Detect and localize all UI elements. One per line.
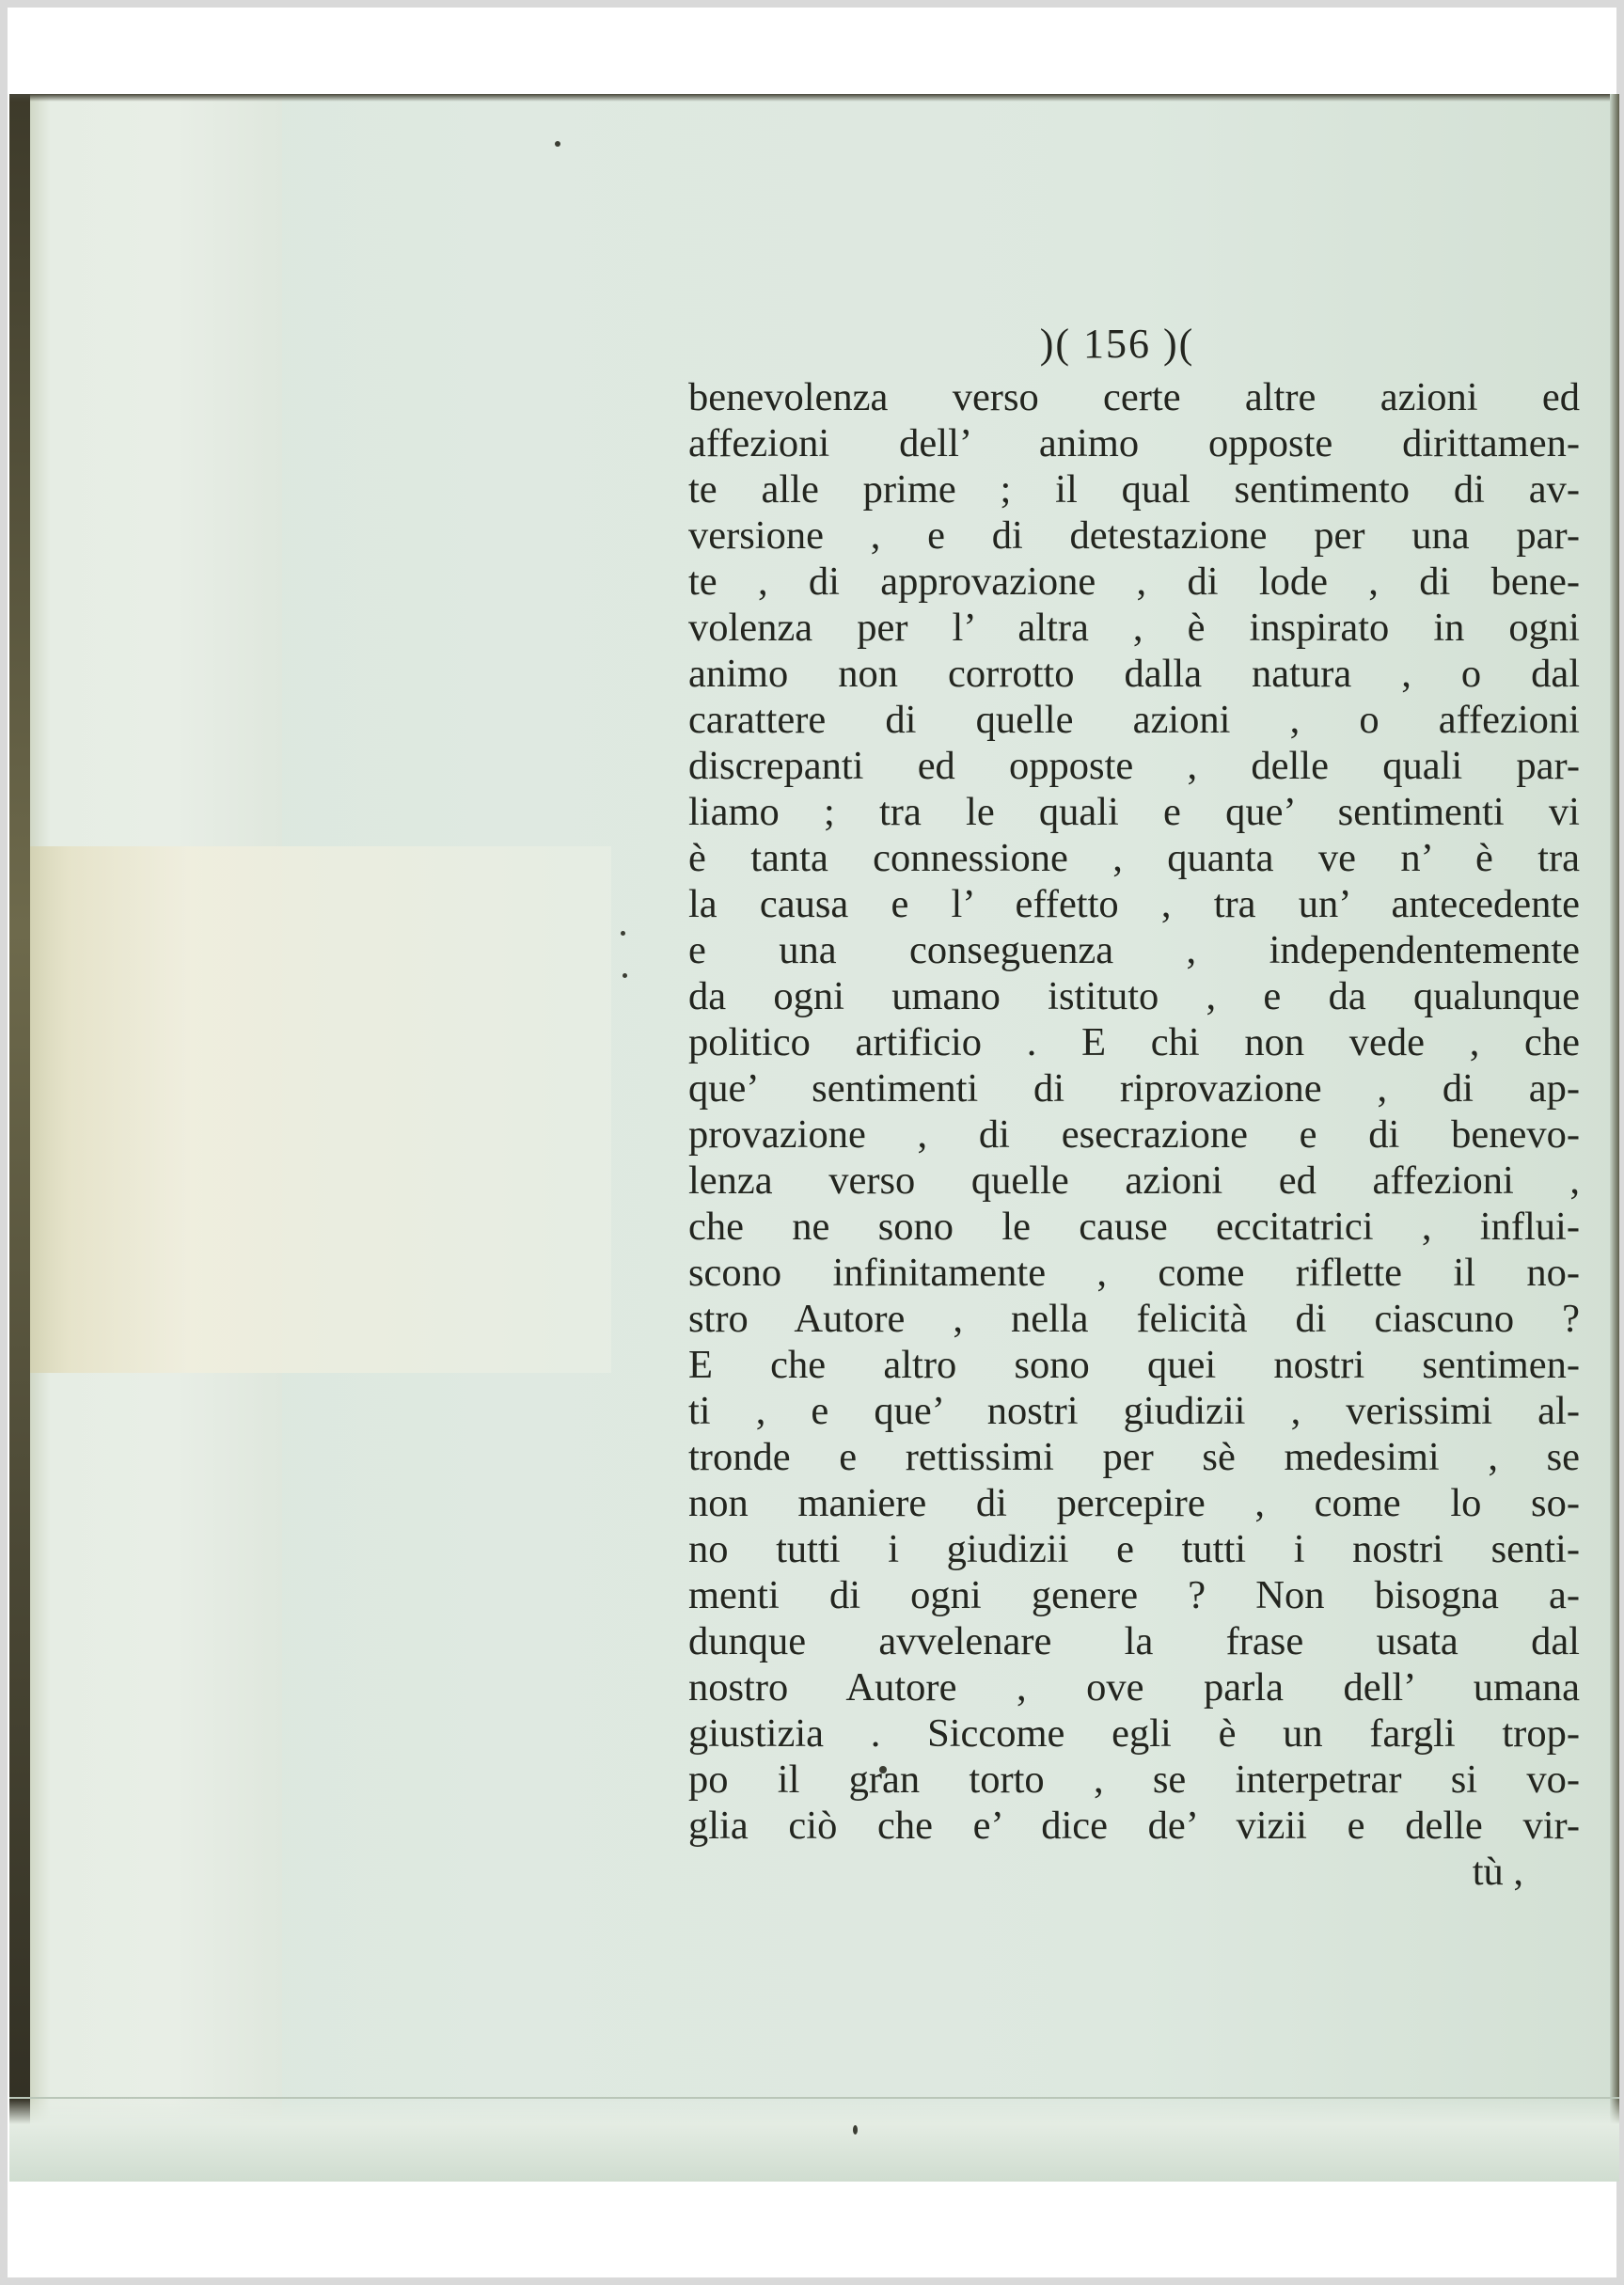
text-line: po il gran torto , se interpetrar si vo- — [688, 1757, 1580, 1802]
text-line: ti , e que’ nostri giudizii , verissimi al- — [688, 1389, 1580, 1433]
text-line: volenza per l’ altra , è inspirato in ogni — [688, 606, 1580, 650]
page-right-edge — [1610, 94, 1619, 2182]
text-line: politico artificio . E chi non vede , che — [688, 1020, 1580, 1064]
text-line: lenza verso quelle azioni ed affezioni , — [688, 1158, 1580, 1203]
page-top-edge — [9, 94, 1619, 102]
text-line: no tutti i giudizii e tutti i nostri senti- — [688, 1527, 1580, 1571]
ink-speck — [555, 141, 560, 147]
text-line: da ogni umano istituto , e da qualunque — [688, 974, 1580, 1018]
text-line: che ne sono le cause eccitatrici , influi- — [688, 1205, 1580, 1249]
text-line: è tanta connessione , quanta ve n’ è tra — [688, 836, 1580, 880]
binding-edge — [9, 94, 30, 2182]
text-line: que’ sentimenti di riprovazione , di ap- — [688, 1066, 1580, 1111]
ink-speck — [623, 973, 627, 978]
text-line: te alle prime ; il qual sentimento di av- — [688, 467, 1580, 512]
text-line: giustizia . Siccome egli è un fargli trop- — [688, 1711, 1580, 1756]
text-line: versione , e di detestazione per una par- — [688, 513, 1580, 558]
text-line: E che altro sono quei nostri sentimen- — [688, 1343, 1580, 1387]
ink-speck — [621, 931, 625, 936]
ink-speck — [853, 2125, 858, 2135]
text-line: dunque avvelenare la frase usata dal — [688, 1619, 1580, 1663]
book-page — [9, 94, 1619, 2182]
text-line: benevolenza verso certe altre azioni ed — [688, 375, 1580, 419]
text-line: discrepanti ed opposte , delle quali par- — [688, 744, 1580, 788]
catchword: tù , — [1472, 1850, 1523, 1894]
text-line: glia ciò che e’ dice de’ vizii e delle vir- — [688, 1804, 1580, 1848]
page-stain-band — [9, 846, 611, 1373]
text-line: tronde e rettissimi per sè medesimi , se — [688, 1435, 1580, 1479]
text-line: provazione , di esecrazione e di benevo- — [688, 1112, 1580, 1157]
text-line: stro Autore , nella felicità di ciascuno ? — [688, 1297, 1580, 1341]
text-line: non maniere di percepire , come lo so- — [688, 1481, 1580, 1525]
text-line: scono infinitamente , come riflette il no- — [688, 1251, 1580, 1295]
text-line: e una conseguenza , independentemente — [688, 928, 1580, 972]
page-number-header: )( 156 )( — [1039, 321, 1195, 367]
text-line: carattere di quelle azioni , o affezioni — [688, 698, 1580, 742]
text-line: affezioni dell’ animo opposte dirittamen- — [688, 421, 1580, 465]
text-line: te , di approvazione , di lode , di bene- — [688, 559, 1580, 604]
text-line: animo non corrotto dalla natura , o dal — [688, 652, 1580, 696]
text-line: menti di ogni genere ? Non bisogna a- — [688, 1573, 1580, 1617]
page-bottom-edge — [9, 2097, 1619, 2182]
text-line: nostro Autore , ove parla dell’ umana — [688, 1665, 1580, 1710]
page-text — [688, 318, 1584, 1895]
text-line: la causa e l’ effetto , tra un’ antecedente — [688, 882, 1580, 926]
text-line: liamo ; tra le quali e que’ sentimenti vi — [688, 790, 1580, 834]
